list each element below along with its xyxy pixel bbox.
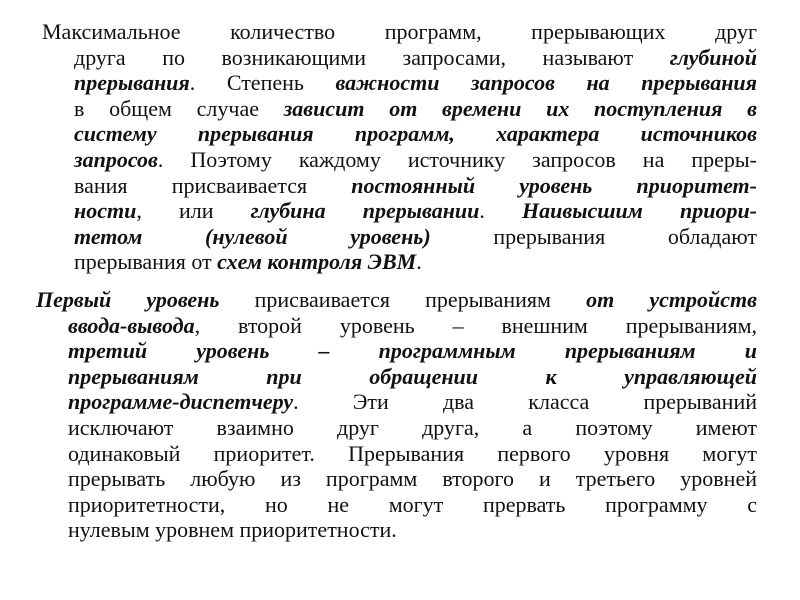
text-run: прерывания обладают [430,223,757,249]
text-line [42,249,757,275]
emphasized-text: тетом (нулевой уровень) [74,223,431,249]
emphasized-text: глубиной [669,44,757,70]
emphasized-text: от устройств [586,287,757,312]
emphasized-text: прерывания [74,70,190,96]
emphasized-text: ввода-вывода [68,312,195,338]
text-line [36,492,757,518]
text-line [42,121,757,147]
emphasized-text: прерываниям при обращении к управляющей [68,363,757,389]
text-line [36,338,757,364]
emphasized-text: зависит от времени их поступления в [283,95,758,121]
emphasized-text: схем контроля ЭВМ [217,249,417,275]
emphasized-text: постоянный уровень приоритет- [351,172,757,198]
text-line [36,415,757,441]
text-line [42,147,757,173]
text-run: , второй уровень – внешним прерываниям, [194,312,757,338]
text-line [36,466,757,492]
text-run: Максимальное количество программ, прерывающих друг [42,19,757,44]
text-line [42,224,757,250]
text-line [36,517,757,543]
text-line [42,96,757,122]
text-run: . [416,249,422,275]
emphasized-text: запросов [74,146,158,172]
text-run: приоритетности, но не могут прервать программу с [68,491,757,517]
text-line [36,389,757,415]
text-line [42,198,757,224]
emphasized-text: программе-диспетчеру [68,389,294,415]
text-line [36,287,757,313]
text-line [42,45,757,71]
text-run: , или [136,198,251,224]
emphasized-text: систему прерывания программ, характера источников [74,121,757,147]
text-line [42,173,757,199]
text-run: исключают взаимно друг друга, а поэтому имеют [68,414,757,440]
paragraph-priority-levels [36,287,757,543]
text-run: друга по возникающими запросами, называют [74,44,670,70]
emphasized-text: третий уровень – программным прерываниям и [68,338,757,364]
text-line [36,313,757,339]
paragraph-interrupt-depth [42,19,757,275]
emphasized-text: Первый уровень [36,287,220,312]
text-line [36,364,757,390]
text-run: . Эти два класса прерываний [293,389,757,415]
text-run: прерывания от [74,249,218,275]
text-line [42,19,757,45]
text-run: одинаковый приоритет. Прерывания первого уровня могут [68,440,757,466]
text-run: присваивается прерываниям [219,287,587,312]
emphasized-text: Наивысшим приори- [522,198,758,224]
text-run: . [479,198,523,224]
text-run: . Поэтому каждому источнику запросов на преры- [157,146,757,172]
emphasized-text: важности запросов на прерывания [335,70,757,96]
text-run: прерывать любую из программ второго и третьего уровней [68,466,757,492]
emphasized-text: глубина прерывании [250,198,480,224]
text-line [42,70,757,96]
text-run: вания присваивается [74,172,352,198]
text-run: . Степень [189,70,336,96]
emphasized-text: ности [74,198,137,224]
text-line [36,441,757,467]
text-run: нулевым уровнем приоритетности. [68,517,397,543]
text-run: в общем случае [74,95,284,121]
